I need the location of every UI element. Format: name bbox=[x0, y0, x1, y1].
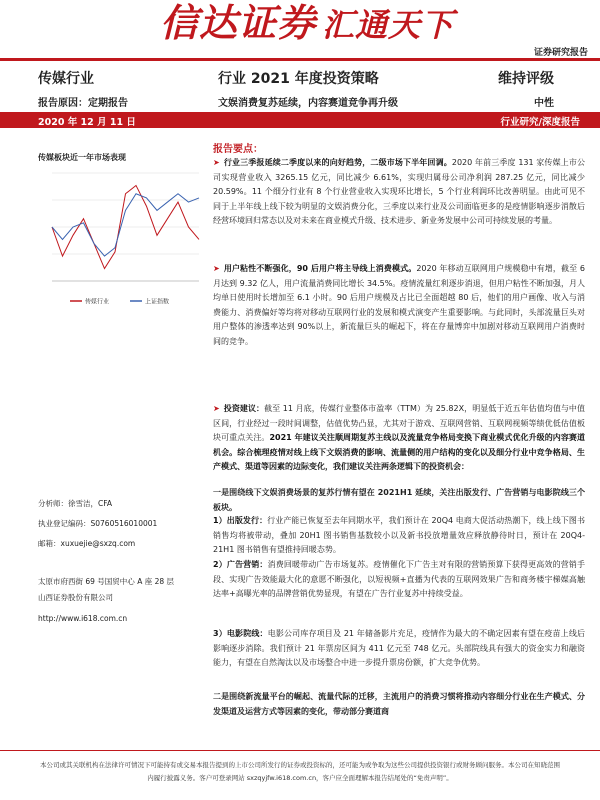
chart-title: 传媒板块近一年市场表现 bbox=[38, 153, 126, 162]
header-row-2 bbox=[0, 94, 600, 112]
sub-point-cinema-label: 3）电影院线： bbox=[213, 629, 268, 638]
point-1-text: 2020 年前三季度 131 家传媒上市公司实现营业收入 3265.15 亿元，同比减少 6.61%，实现归属母公司净利润 287.25 亿元，同比减少 20.59%。11 个细分行业有 8 个行业营业收入实现环比增长，5 个行业利润环比改善明显。由此可见不同于上半年线上线下较为明显的文娱消费分化，三季度以来行业及公司面临更多的是疫情影响逐步消散后经营环境回归常态以及对未来在商业模式升级、技术进步、新业务发展中公司可持续发展的考量。 bbox=[213, 158, 585, 226]
point-2-heading: 用户粘性不断强化，90 后用户将主导线上消费模式。 bbox=[223, 264, 417, 273]
point-3-heading: 投资建议： bbox=[223, 404, 265, 413]
point-1-heading: 行业三季报延续二季度以来的向好趋势，二级市场下半年回调。 bbox=[223, 158, 452, 167]
legend-label: 传媒行业 bbox=[85, 298, 110, 306]
bullet-icon: ➤ bbox=[213, 404, 220, 413]
report-reason: 报告原因：定期报告 bbox=[38, 98, 128, 109]
industry-label: 传媒行业 bbox=[38, 71, 94, 87]
company-name: 山西证券股份有限公司 bbox=[38, 593, 113, 602]
point-3-emphasis: 2021 年建议关注顺周期复苏主线以及流量竞争格局变换下商业模式优化升级的内容赛道机会。综合梳理疫情对线上线下文娱消费的影响、流量侧的用户结构的变化以及细分行业中竞争格局、生产模式、渠道等因素的边际变化，我们建议关注两条逻辑下的投资机会： bbox=[213, 433, 585, 472]
report-banner bbox=[0, 0, 600, 62]
theme-2: 二是围绕新流量平台的崛起、流量代际的迁移，主流用户的消费习惯将推动内容细分行业在生产模式、分发渠道及运营方式等因素的变化，带动部分赛道商 bbox=[213, 692, 585, 716]
point-3-text: 截至 11 月底，传媒行业整体市盈率（TTM）为 25.82X，明显低于近五年估值均值与中值区间，行业经过一段时间调整，估值优势凸显，尤其对于游戏、互联网营销、互联网视频等绩优低估值板块可重点关注。 bbox=[213, 404, 585, 443]
sub-point-advertising-text: 消费回暖带动广告市场复苏。疫情催化下广告主对有限的营销预算下获得更高效的营销手段、实现广告效能最大化的意愿不断强化，以短视频+直播为代表的互联网效果广告和商务楼宇梯媒高触达率+高曝光率的品牌营销优势显现，有望在广告行业复苏中持续受益。 bbox=[213, 560, 585, 599]
brand-logo bbox=[160, 0, 454, 48]
analyst-email[interactable]: 邮箱：xuxuejie@sxzq.com bbox=[38, 539, 136, 548]
report-title: 行业 2021 年度投资策略 bbox=[218, 71, 379, 87]
brand-name-left: 信达证券 bbox=[160, 0, 317, 45]
disclaimer: 本公司或其关联机构在法律许可情况下可能持有或交易本报告提到的上市公司所发行的证券或投资标的，还可能为或争取为这些公司提供投资银行或财务顾问服务。本公司在知晓范围内履行披露义务。客户可登录网站 sxzqyjfw.i618.com.cn，客户应全面理解本报告结尾处的“免责声明”。 bbox=[40, 761, 560, 782]
rating-value: 中性 bbox=[534, 98, 554, 109]
bullet-icon: ➤ bbox=[213, 264, 220, 273]
legend-label: 上证指数 bbox=[145, 298, 170, 306]
rating-label: 维持评级 bbox=[498, 71, 554, 87]
sub-point-advertising-label: 2）广告营销： bbox=[213, 560, 268, 569]
point-2-text: 2020 年移动互联网用户规模稳中有增，截至 6 月达到 9.32 亿人，用户流量消费同比增长 34.5%。疫情流量红利逐步消退，但用户粘性不断加强，月人均单日使用时长增加至 6.1 小时。90 后用户规模及占比已全面超越 80 后，他们的用户画像、收入与消费能力、消费偏好等均将对移动互联网行业的发展和模式演变产生重要影响。与此同时，头部流量巨头对用户整体的渗透率达到 90%以上，新流量巨头的崛起下，将在存量博弈中加剧对移动互联网用户消费时间的竞争。 bbox=[213, 264, 585, 346]
chart-svg bbox=[38, 165, 203, 315]
point-2 bbox=[213, 262, 585, 350]
sub-point-publishing-text: 行业产能已恢复至去年同期水平，我们预计在 20Q4 电商大促活动热潮下，线上线下图书销售均将被带动，叠加 20H1 图书销售基数较小以及新书投放增量效应释放静待时日，预计在 20Q4-21H1 图书销售有望推持回暖态势。 bbox=[213, 516, 585, 555]
sub-point-publishing-label: 1）出版发行： bbox=[213, 516, 268, 525]
sub-point-cinema-text: 电影公司库存项目及 21 年储备影片充足，疫情作为最大的不确定因素有望在疫苗上线后影响逐步消除。我们预计 21 年票房区间为 411 亿元至 748 亿元。头部院线具有强大的资金实力和融资能力，有望在自然淘汰以及市场整合中进一步提升票房份额，扩大竞争优势。 bbox=[213, 629, 585, 668]
footer bbox=[0, 750, 600, 800]
header-divider bbox=[0, 58, 600, 61]
report-subtitle: 文娱消费复苏延续，内容赛道竞争再升级 bbox=[218, 98, 398, 109]
point-3 bbox=[213, 402, 585, 475]
report-tagline: 证券研究报告 bbox=[533, 48, 588, 58]
sub-point-cinema bbox=[213, 627, 585, 671]
sub-point-advertising bbox=[213, 558, 585, 602]
date-bar bbox=[0, 112, 600, 128]
brand-name-right: 汇通天下 bbox=[322, 6, 455, 44]
report-type: 行业研究/深度报告 bbox=[500, 117, 580, 128]
company-url[interactable]: http://www.i618.com.cn bbox=[38, 614, 128, 623]
theme-1: 一是围绕线下文娱消费场景的复苏行情有望在 2021H1 延续，关注出版发行、广告营销与电影院线三个板块。 bbox=[213, 488, 585, 512]
cert-number: 执业登记编码：S0760516010001 bbox=[38, 519, 158, 528]
report-date: 2020 年 12 月 11 日 bbox=[38, 117, 136, 128]
header-row-1 bbox=[0, 68, 600, 90]
section-title: 报告要点： bbox=[213, 144, 263, 155]
company-address: 太原市府西街 69 号国贸中心 A 座 28 层 bbox=[38, 577, 175, 586]
sub-point-publishing bbox=[213, 514, 585, 558]
point-1 bbox=[213, 156, 585, 229]
bullet-icon: ➤ bbox=[213, 158, 220, 167]
market-performance-chart bbox=[38, 165, 203, 315]
analyst: 分析师：徐雪洁，CFA bbox=[38, 499, 112, 508]
